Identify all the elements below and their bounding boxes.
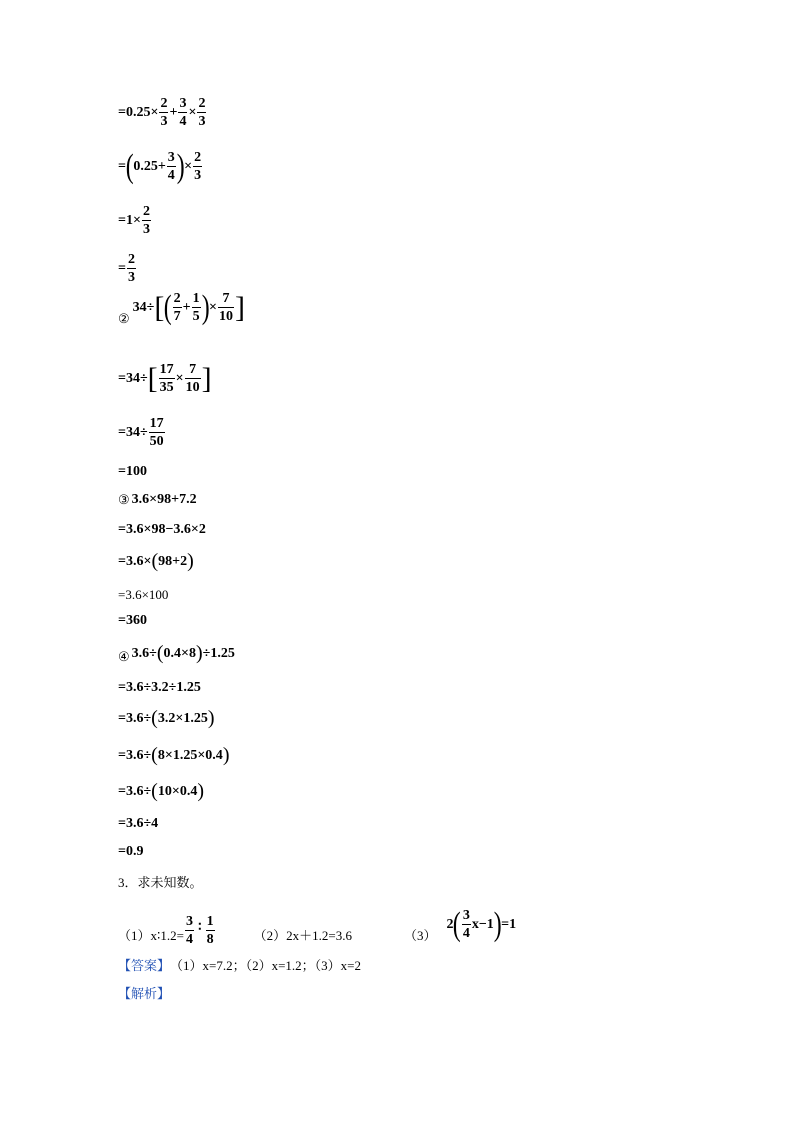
fraction: $\frac{2}{3}$	[142, 204, 150, 237]
answer-label: 【答案】	[118, 958, 171, 973]
part-3-label: （3）	[403, 928, 437, 943]
part-3-equation: 2 ( $\frac{3}{4}$ x−1 ) =1	[446, 906, 517, 943]
fraction: $\frac{1}{8}$	[206, 914, 214, 947]
fraction: $\frac{7}{10}$	[218, 291, 233, 324]
step-10: =3.6×98−3.6×2	[118, 522, 206, 537]
step-15: =3.6÷3.2÷1.25	[118, 680, 201, 695]
fraction: $\frac{1}{5}$	[192, 291, 200, 324]
fraction: $\frac{3}{4}$	[179, 96, 187, 129]
fraction: $\frac{2}{7}$	[173, 291, 181, 324]
step-3: =1× $\frac{2}{3}$	[118, 204, 150, 237]
problem-3: ③ 3.6×98+7.2	[118, 492, 197, 507]
step-13: =360	[118, 613, 147, 628]
fraction: $\frac{2}{3}$	[127, 252, 135, 285]
fraction: $\frac{7}{10}$	[185, 362, 200, 395]
step-12: =3.6×100	[118, 587, 169, 602]
question-parts: （1）x∶1.2= $\frac{3}{4}$ ∶ $\frac{1}{8}$ （2）2x＋1.2=3.6 （3） 2 ( $\frac{3}{4}$ x−1 ) =1	[118, 906, 517, 947]
answer-line	[118, 955, 361, 974]
part-2: （2）2x＋1.2=3.6	[253, 928, 352, 943]
question-title: 3．求未知数。	[118, 875, 203, 890]
fraction: $\frac{3}{4}$	[462, 908, 470, 941]
problem-marker: ②	[118, 311, 130, 326]
step-1: =0.25× $\frac{2}{3}$ + $\frac{3}{4}$ × $\frac{2}{3}$	[118, 96, 206, 129]
fraction: $\frac{17}{50}$	[149, 416, 164, 449]
analysis-line	[118, 983, 170, 1002]
problem-marker: ④	[118, 649, 130, 664]
problem-2: ② 34÷ [ ( $\frac{2}{7}$ + $\frac{1}{5}$ ) × $\frac{7}{10}$ ]	[118, 289, 245, 326]
step-16: =3.6÷ ( 3.2×1.25 )	[118, 707, 215, 729]
problem-4: ④ 3.6÷ ( 0.4×8 ) ÷1.25	[118, 642, 235, 664]
fraction: $\frac{17}{35}$	[159, 362, 174, 395]
step-6: =34÷ [ $\frac{17}{35}$ × $\frac{7}{10}$ ]	[118, 362, 212, 395]
step-20: =0.9	[118, 844, 144, 859]
step-2: = ( 0.25+ $\frac{3}{4}$ ) × $\frac{2}{3}$	[118, 148, 202, 185]
fraction: $\frac{2}{3}$	[194, 150, 202, 183]
fraction: $\frac{2}{3}$	[198, 96, 206, 129]
step-1-prefix: =0.25×	[118, 105, 159, 120]
step-4: = $\frac{2}{3}$	[118, 252, 135, 285]
step-19: =3.6÷4	[118, 816, 159, 831]
fraction: $\frac{3}{4}$	[167, 150, 175, 183]
step-7: =34÷ $\frac{17}{50}$	[118, 416, 164, 449]
part-1: （1）x∶1.2=	[118, 928, 184, 943]
step-17: =3.6÷ ( 8×1.25×0.4 )	[118, 744, 230, 766]
step-18: =3.6÷ ( 10×0.4 )	[118, 780, 204, 802]
step-8: =100	[118, 464, 147, 479]
fraction: $\frac{3}{4}$	[185, 914, 193, 947]
analysis-label: 【解析】	[118, 986, 171, 1001]
step-11: =3.6× ( 98+2 )	[118, 550, 194, 572]
fraction: $\frac{2}{3}$	[160, 96, 168, 129]
answer-text: （1）x=7.2；（2）x=1.2；（3）x=2	[170, 958, 362, 973]
problem-marker: ③	[118, 492, 130, 507]
